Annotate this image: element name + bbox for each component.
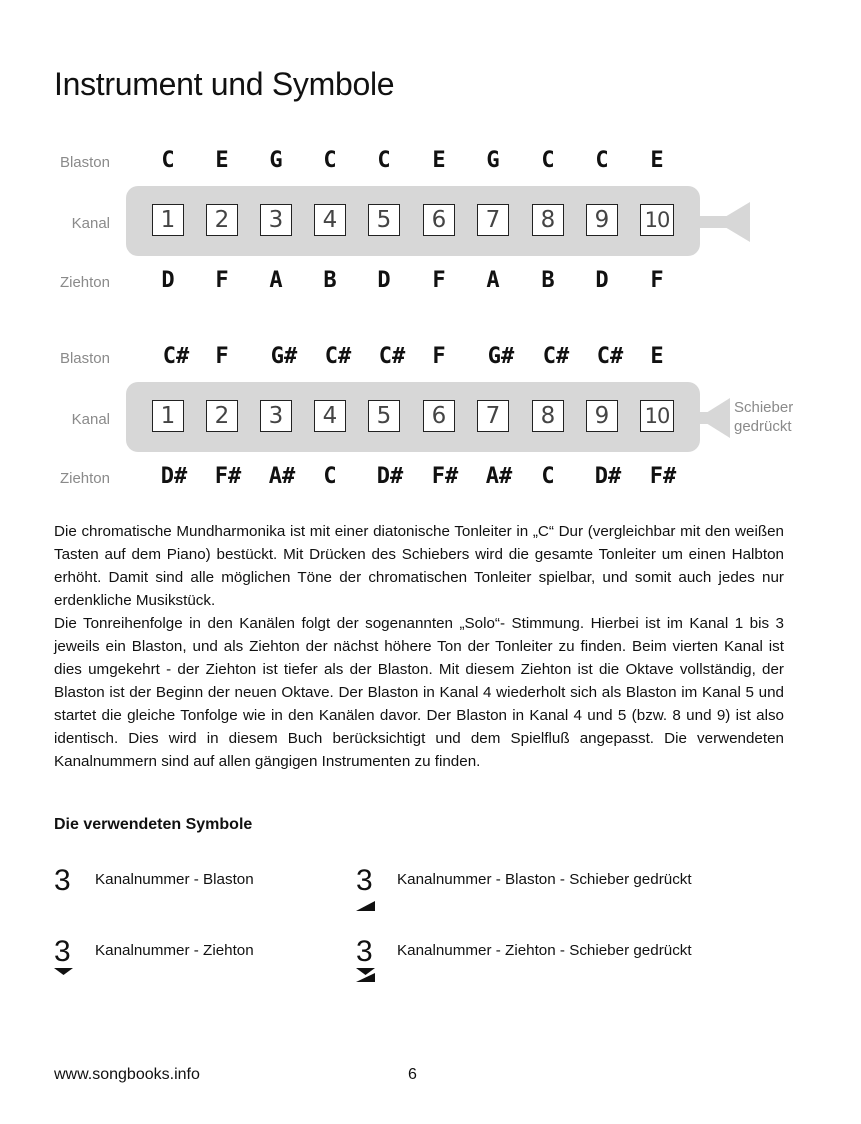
channel-box: 4 bbox=[314, 204, 346, 236]
row-label-ziehton: Ziehton bbox=[59, 274, 110, 291]
blaston-note: G bbox=[269, 148, 283, 173]
channel-box: 5 bbox=[368, 204, 400, 236]
ziehton-note: D# bbox=[594, 464, 622, 489]
channel-box: 10 bbox=[640, 400, 674, 432]
ziehton-note: D# bbox=[376, 464, 404, 489]
channel-box: 1 bbox=[152, 204, 184, 236]
blaston-note: C bbox=[323, 148, 337, 173]
harmonica-diagram-slider-pressed bbox=[0, 334, 861, 504]
blaston-note: G# bbox=[270, 344, 298, 369]
channel-box: 3 bbox=[260, 204, 292, 236]
ziehton-note: D bbox=[595, 268, 609, 293]
ziehton-note: D bbox=[161, 268, 175, 293]
channel-box: 3 bbox=[260, 400, 292, 432]
symbol-description: Kanalnummer - Blaston bbox=[95, 871, 254, 888]
blaston-note: F bbox=[432, 344, 446, 369]
channel-number: 3 bbox=[54, 935, 71, 968]
paragraph: Die Tonreihenfolge in den Kanälen folgt der sogenannten „Solo“- Stimmung. Hierbei ist im Kanal 1 bis 3 jeweils ein Blaston, und als Ziehton der nächst höhere Ton der Tonleiter zu finden. Beim vierten Kanal ist dies umgekehrt - der Ziehton ist tiefer als der Blaston. Mit diesem Ziehton ist die Oktave vollständig, der Blaston ist der Beginn der neuen Oktave. Der Blaston in Kanal 4 wiederholt sich als Blaston im Kanal 5 und startet die gleiche Tonfolge wie in den Kanälen davor. Der Blaston in Kanal 4 und 5 (bzw. 8 und 9) ist also identisch. Dies wird in diesem Buch berücksichtigt und dem Spielfluß angepasst. Die verwendeten Kanalnummern sind auf allen gängigen Instrumenten zu finden. bbox=[54, 615, 784, 770]
ziehton-note: B bbox=[323, 268, 337, 293]
ziehton-note: F bbox=[432, 268, 446, 293]
harmonica-slider-button bbox=[698, 398, 730, 438]
draw-slider-pressed-icon bbox=[356, 967, 376, 983]
blaston-note: E bbox=[432, 148, 446, 173]
harmonica-slider-button bbox=[698, 202, 750, 242]
paragraph: Die chromatische Mundharmonika ist mit einer diatonische Tonleiter in „C“ Dur (vergleichbar mit den weißen Tasten auf dem Piano) bestückt. Mit Drücken des Schiebers wird die gesamte Tonleiter um einen Halbton erhöht. Damit sind alle möglichen Töne der chromatischen Tonleiter spielbar, und somit auch jedes nur erdenkliche Musikstück. bbox=[54, 523, 784, 609]
slider-pressed-label: Schieber gedrückt bbox=[734, 399, 794, 435]
symbols-heading: Die verwendeten Symbole bbox=[54, 816, 253, 833]
ziehton-note: F# bbox=[649, 464, 677, 489]
row-label-kanal: Kanal bbox=[71, 411, 110, 428]
channel-box: 8 bbox=[532, 400, 564, 432]
page-title: Instrument und Symbole bbox=[54, 66, 395, 102]
blaston-note: C# bbox=[596, 344, 624, 369]
ziehton-note: A bbox=[486, 268, 500, 293]
ziehton-note: F# bbox=[214, 464, 242, 489]
blaston-note: E bbox=[650, 344, 664, 369]
channel-number: 3 bbox=[356, 935, 373, 968]
harmonica-diagram-normal bbox=[0, 138, 861, 308]
row-label-kanal: Kanal bbox=[71, 215, 110, 232]
channel-box: 1 bbox=[152, 400, 184, 432]
blaston-note: C# bbox=[378, 344, 406, 369]
ziehton-note: F# bbox=[431, 464, 459, 489]
channel-number: 3 bbox=[54, 864, 71, 897]
channel-box: 8 bbox=[532, 204, 564, 236]
blaston-note: C# bbox=[324, 344, 352, 369]
ziehton-note: F bbox=[215, 268, 229, 293]
symbol-description: Kanalnummer - Ziehton bbox=[95, 942, 254, 959]
ziehton-note: B bbox=[541, 268, 555, 293]
channel-box: 6 bbox=[423, 400, 455, 432]
blaston-note: C# bbox=[542, 344, 570, 369]
channel-box: 2 bbox=[206, 204, 238, 236]
blaston-note: G# bbox=[487, 344, 515, 369]
draw-arrow-icon bbox=[54, 967, 74, 977]
channel-box: 7 bbox=[477, 400, 509, 432]
ziehton-note: D bbox=[377, 268, 391, 293]
blaston-note: G bbox=[486, 148, 500, 173]
ziehton-note: C bbox=[541, 464, 555, 489]
channel-box: 10 bbox=[640, 204, 674, 236]
ziehton-note: F bbox=[650, 268, 664, 293]
channel-box: 5 bbox=[368, 400, 400, 432]
ziehton-note: A# bbox=[268, 464, 296, 489]
row-label-blaston: Blaston bbox=[59, 350, 110, 367]
blaston-note: C bbox=[377, 148, 391, 173]
blaston-note: E bbox=[215, 148, 229, 173]
channel-box: 4 bbox=[314, 400, 346, 432]
row-label-blaston: Blaston bbox=[59, 154, 110, 171]
blaston-note: C# bbox=[162, 344, 190, 369]
channel-box: 2 bbox=[206, 400, 238, 432]
blaston-note: E bbox=[650, 148, 664, 173]
ziehton-note: C bbox=[323, 464, 337, 489]
channel-box: 9 bbox=[586, 400, 618, 432]
blaston-note: C bbox=[541, 148, 555, 173]
symbol-description: Kanalnummer - Ziehton - Schieber gedrückt bbox=[397, 942, 692, 959]
blaston-note: C bbox=[161, 148, 175, 173]
ziehton-note: A bbox=[269, 268, 283, 293]
ziehton-note: D# bbox=[160, 464, 188, 489]
page-number: 6 bbox=[408, 1066, 417, 1083]
blaston-note: F bbox=[215, 344, 229, 369]
channel-box: 6 bbox=[423, 204, 455, 236]
slider-pressed-icon bbox=[356, 900, 376, 912]
row-label-ziehton: Ziehton bbox=[59, 470, 110, 487]
channel-box: 7 bbox=[477, 204, 509, 236]
ziehton-note: A# bbox=[485, 464, 513, 489]
channel-number: 3 bbox=[356, 864, 373, 897]
channel-box: 9 bbox=[586, 204, 618, 236]
blaston-note: C bbox=[595, 148, 609, 173]
footer-website: www.songbooks.info bbox=[54, 1066, 200, 1083]
symbol-description: Kanalnummer - Blaston - Schieber gedrückt bbox=[397, 871, 692, 888]
description-text bbox=[54, 520, 784, 773]
